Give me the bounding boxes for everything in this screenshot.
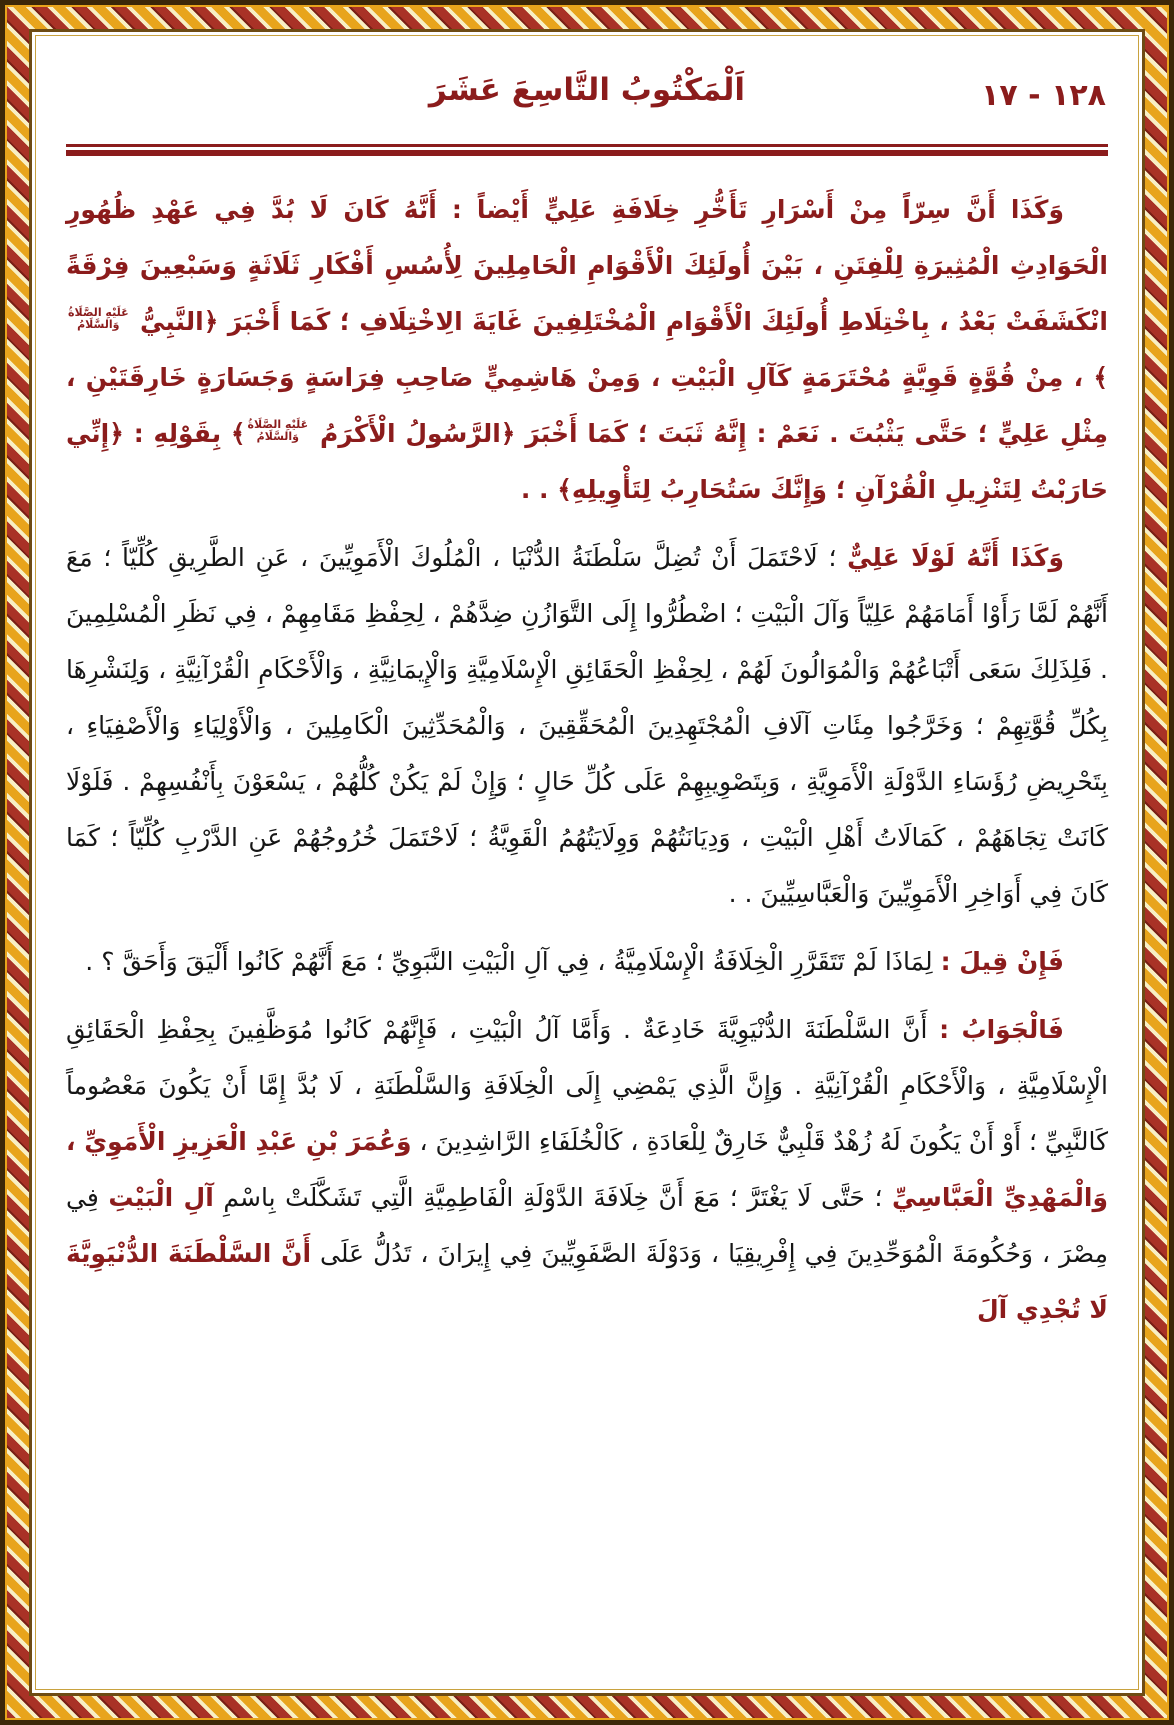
- page-content-area: [29, 29, 1145, 1696]
- emphasis-text-segment: فَإِنْ قِيلَ :: [940, 947, 1064, 976]
- emphasis-text-segment: وَعُمَرَ بْنِ عَبْدِ الْعَزِيزِ الْأَمَوِيِّ ، وَالْمَهْدِيِّ الْعَبَّاسِيِّ: [66, 1127, 1108, 1212]
- page-number: ١٢٨ - ١٧: [981, 78, 1106, 113]
- honorific-stamp-icon: عَلَيْهِ الصَّلَاةُ وَالسَّلَامُ: [68, 305, 129, 331]
- body-text-segment: فِي مِصْرَ ، وَحُكُومَةَ الْمُوَحِّدِينَ فِي إِفْرِيقِيَا ، وَدَوْلَةَ الصَّفَوِيِّينَ فِي إِيرَانَ ، تَدُلُّ عَلَى: [66, 1183, 1108, 1268]
- emphasis-text-segment: آلِ الْبَيْتِ: [108, 1183, 214, 1212]
- body-text-segment: ؛ لَاحْتَمَلَ أَنْ تُضِلَّ سَلْطَنَةُ الدُّنْيَا ، الْمُلُوكَ الْأَمَوِيِّينَ ، عَنِ الطَّرِيقِ كُلِّيّاً ؛ مَعَ أَنَّهُمْ لَمَّا رَأَوْا أَمَامَهُمْ عَلِيّاً وَآلَ الْبَيْتِ ؛ اضْطُرُّوا إِلَى التَّوَازُنِ ضِدَّهُمْ ، لِحِفْظِ مَقَامِهِمْ ، فِي نَظَرِ الْمُسْلِمِينَ . فَلِذَلِكَ سَعَى أَتْبَاعُهُمْ وَالْمُوَالُونَ لَهُمْ ، لِحِفْظِ الْحَقَائِقِ الْإِسْلَامِيَّةِ وَالْإِيمَانِيَّةِ ، وَالْأَحْكَامِ الْقُرْآنِيَّةِ ، وَلِنَشْرِهَا بِكُلِّ قُوَّتِهِمْ ؛ وَخَرَّجُوا مِئَاتِ آلَافِ الْمُجْتَهِدِينَ الْمُحَقِّقِينَ ، وَالْمُحَدِّثِينَ الْكَامِلِينَ ، وَالْأَوْلِيَاءِ وَالْأَصْفِيَاءِ ، بِتَحْرِيضِ رُؤَسَاءِ الدَّوْلَةِ الْأَمَوِيَّةِ ، وَبِتَصْوِيبِهِمْ عَلَى كُلِّ حَالٍ ؛ وَإِنْ لَمْ يَكُنْ كُلُّهُمْ ، يَسْعَوْنَ بِأَنْفُسِهِمْ . فَلَوْلَا كَانَتْ تِجَاهَهُمْ ، كَمَالَاتُ أَهْلِ الْبَيْتِ ، وَدِيَانَتُهُمْ وَوِلَايَتُهُمُ الْقَوِيَّةُ ؛ لَاحْتَمَلَ خُرُوجُهُمْ عَنِ الدَّرْبِ كُلِّيّاً ؛ كَمَا كَانَ فِي أَوَاخِرِ الْأَمَوِيِّينَ وَالْعَبَّاسِيِّينَ . .: [66, 543, 1108, 908]
- header-rule-thick: [66, 150, 1108, 156]
- header-rule-thin: [66, 144, 1108, 147]
- paragraph: [66, 1002, 1108, 1338]
- body-text-segment: ؛ حَتَّى لَا يَغْتَرَّ ؛ مَعَ أَنَّ خِلَافَةَ الدَّوْلَةِ الْفَاطِمِيَّةِ الَّتِي تَشَكَّلَتْ بِاسْمِ: [213, 1183, 892, 1212]
- body-text-segment: أَنَّ السَّلْطَنَةَ الدُّنْيَوِيَّةَ خَادِعَةٌ . وَأَمَّا آلُ الْبَيْتِ ، فَإِنَّهُمْ كَانُوا مُوَظَّفِينَ بِحِفْظِ الْحَقَائِقِ الْإِسْلَامِيَّةِ ، وَالْأَحْكَامِ الْقُرْآنِيَّةِ . وَإِنَّ الَّذِي يَمْضِي إِلَى الْخِلَافَةِ وَالسَّلْطَنَةِ ، لَا بُدَّ إِمَّا أَنْ يَكُونَ مَعْصُوماً كَالنَّبِيِّ ؛ أَوْ أَنْ يَكُونَ لَهُ زُهْدٌ قَلْبِيٌّ خَارِقٌ لِلْعَادَةِ ، كَالْخُلَفَاءِ الرَّاشِدِينَ ،: [66, 1015, 1108, 1156]
- paragraph: [66, 530, 1108, 922]
- page-title: اَلْمَكْتُوبُ التَّاسِعَ عَشَرَ: [428, 72, 746, 108]
- emphasis-text-segment: وَكَذَا أَنَّهُ لَوْلَا عَلِيٌّ: [847, 543, 1064, 572]
- body-text: [66, 182, 1108, 1338]
- page-header: [66, 70, 1108, 134]
- paragraph: [66, 182, 1108, 518]
- honorific-stamp-icon: عَلَيْهِ الصَّلَاةُ وَالسَّلَامُ: [247, 417, 309, 443]
- body-text-segment: لِمَاذَا لَمْ تَتَقَرَّرِ الْخِلَافَةُ الْإِسْلَامِيَّةُ ، فِي آلِ الْبَيْتِ النَّبَوِيِّ ؛ مَعَ أَنَّهُمْ كَانُوا أَلْيَقَ وَأَحَقَّ ؟ .: [85, 947, 941, 976]
- emphasis-text-segment: أَنَّ السَّلْطَنَةَ الدُّنْيَوِيَّةَ لَا تُجْدِي آلَ: [66, 1239, 1108, 1324]
- emphasis-text-segment: ﴾ ، مِنْ قُوَّةٍ قَوِيَّةٍ مُحْتَرَمَةٍ كَآلِ الْبَيْتِ ، وَمِنْ هَاشِمِيٍّ صَاحِبِ فِرَاسَةٍ وَجَسَارَةٍ خَارِقَتَيْنِ ، مِثْلِ عَلِيٍّ ؛ حَتَّى يَثْبُتَ . نَعَمْ : إِنَّهُ ثَبَتَ ؛ كَمَا أَخْبَرَ ﴿الرَّسُولُ الْأَكْرَمُ: [66, 363, 1108, 448]
- emphasis-text-segment: وَكَذَا أَنَّ سِرّاً مِنْ أَسْرَارِ تَأَخُّرِ خِلَافَةِ عَلِيٍّ أَيْضاً : أَنَّهُ كَانَ لَا بُدَّ فِي عَهْدِ ظُهُورِ الْحَوَادِثِ الْمُثِيرَةِ لِلْفِتَنِ ، بَيْنَ أُولَئِكَ الْأَقْوَامِ الْحَامِلِينَ لِأُسُسِ أَفْكَارِ ثَلَاثَةٍ وَسَبْعِينَ فِرْقَةً انْكَشَفَتْ بَعْدُ ، بِاخْتِلَاطِ أُولَئِكَ الْأَقْوَامِ الْمُخْتَلِفِينَ غَايَةَ الِاخْتِلَافِ ؛ كَمَا أَخْبَرَ ﴿النَّبِيُّ: [66, 195, 1108, 336]
- emphasis-text-segment: فَالْجَوَابُ :: [939, 1015, 1064, 1044]
- paragraph: [66, 934, 1108, 990]
- emphasis-text-segment: ﴾ بِقَوْلِهِ : ﴿إِنِّي حَارَبْتُ لِتَنْزِيلِ الْقُرْآنِ ؛ وَإِنَّكَ سَتُحَارِبُ لِتَأْوِيلِهِ﴾ . .: [66, 419, 1108, 504]
